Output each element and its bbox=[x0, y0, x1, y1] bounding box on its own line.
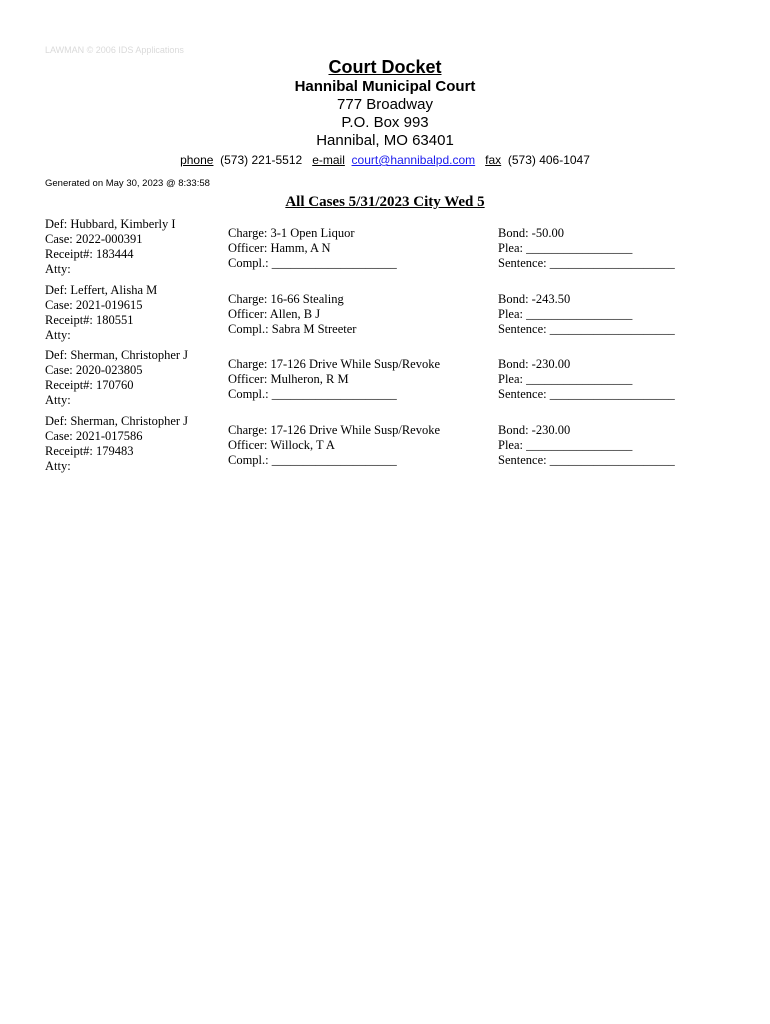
address-line-3: Hannibal, MO 63401 bbox=[316, 132, 454, 149]
phone-number: (573) 221-5512 bbox=[220, 153, 303, 167]
sentence: Sentence: ____________________ bbox=[498, 452, 675, 467]
receipt-number: Receipt#: 180551 bbox=[45, 312, 134, 327]
case-number: Case: 2021-019615 bbox=[45, 297, 143, 312]
case-entry bbox=[45, 283, 725, 349]
generated-timestamp: Generated on May 30, 2023 @ 8:33:58 bbox=[45, 178, 210, 189]
receipt-number: Receipt#: 183444 bbox=[45, 247, 134, 261]
officer: Officer: Willock, T A bbox=[228, 437, 335, 452]
charge-info bbox=[228, 357, 488, 402]
defendant-info bbox=[45, 414, 225, 474]
bond-info bbox=[498, 357, 728, 402]
address-line-2: P.O. Box 993 bbox=[341, 114, 429, 131]
bond-info bbox=[498, 226, 728, 271]
receipt-number: Receipt#: 170760 bbox=[45, 378, 134, 392]
plea: Plea: _________________ bbox=[498, 372, 633, 386]
officer: Officer: Mulheron, R M bbox=[228, 372, 349, 386]
plea: Plea: _________________ bbox=[498, 241, 633, 255]
address-line-1: 777 Broadway bbox=[337, 96, 433, 113]
sentence: Sentence: ____________________ bbox=[498, 387, 675, 401]
docket-header bbox=[0, 56, 770, 168]
case-entry bbox=[45, 217, 725, 283]
attorney: Atty: bbox=[45, 393, 71, 407]
page-title: Court Docket bbox=[328, 57, 442, 77]
bond-info bbox=[498, 292, 728, 337]
plea: Plea: _________________ bbox=[498, 437, 633, 452]
charge-info bbox=[228, 423, 488, 468]
contact-line bbox=[0, 152, 770, 168]
defendant-info bbox=[45, 283, 225, 343]
bond: Bond: -50.00 bbox=[498, 226, 564, 240]
defendant-info bbox=[45, 217, 225, 277]
email-link[interactable]: court@hannibalpd.com bbox=[351, 153, 476, 167]
bond: Bond: -230.00 bbox=[498, 422, 571, 437]
bond-info bbox=[498, 423, 728, 468]
phone-label: phone bbox=[180, 153, 214, 167]
attorney: Atty: bbox=[45, 327, 71, 342]
defendant-info bbox=[45, 348, 225, 408]
charge: Charge: 17-126 Drive While Susp/Revoke bbox=[228, 357, 441, 371]
fax-label: fax bbox=[485, 153, 502, 167]
complainant: Compl.: ____________________ bbox=[228, 452, 397, 467]
complainant: Compl.: Sabra M Streeter bbox=[228, 321, 357, 336]
complainant: Compl.: ____________________ bbox=[228, 256, 397, 270]
defendant-name: Def: Sherman, Christopher J bbox=[45, 413, 189, 428]
plea: Plea: _________________ bbox=[498, 306, 633, 321]
charge: Charge: 3-1 Open Liquor bbox=[228, 226, 355, 240]
case-number: Case: 2021-017586 bbox=[45, 428, 143, 443]
case-list bbox=[45, 217, 725, 479]
section-title: All Cases 5/31/2023 City Wed 5 bbox=[285, 194, 485, 210]
receipt-number: Receipt#: 179483 bbox=[45, 443, 134, 458]
sentence: Sentence: ____________________ bbox=[498, 256, 675, 270]
defendant-name: Def: Hubbard, Kimberly I bbox=[45, 217, 176, 231]
case-number: Case: 2022-000391 bbox=[45, 232, 143, 246]
bond: Bond: -230.00 bbox=[498, 357, 571, 371]
charge: Charge: 16-66 Stealing bbox=[228, 291, 344, 306]
case-number: Case: 2020-023805 bbox=[45, 363, 143, 377]
officer: Officer: Hamm, A N bbox=[228, 241, 331, 255]
court-name: Hannibal Municipal Court bbox=[294, 78, 476, 95]
officer: Officer: Allen, B J bbox=[228, 306, 321, 321]
case-entry bbox=[45, 414, 725, 480]
charge: Charge: 17-126 Drive While Susp/Revoke bbox=[228, 422, 441, 437]
defendant-name: Def: Leffert, Alisha M bbox=[45, 282, 158, 297]
fax-number: (573) 406-1047 bbox=[507, 153, 590, 167]
attorney: Atty: bbox=[45, 458, 71, 473]
defendant-name: Def: Sherman, Christopher J bbox=[45, 348, 189, 362]
complainant: Compl.: ____________________ bbox=[228, 387, 397, 401]
watermark: LAWMAN © 2006 IDS Applications bbox=[45, 45, 184, 55]
case-entry bbox=[45, 348, 725, 414]
bond: Bond: -243.50 bbox=[498, 291, 571, 306]
email-label: e-mail bbox=[312, 153, 345, 167]
attorney: Atty: bbox=[45, 262, 71, 276]
charge-info bbox=[228, 226, 488, 271]
charge-info bbox=[228, 292, 488, 337]
sentence: Sentence: ____________________ bbox=[498, 321, 675, 336]
